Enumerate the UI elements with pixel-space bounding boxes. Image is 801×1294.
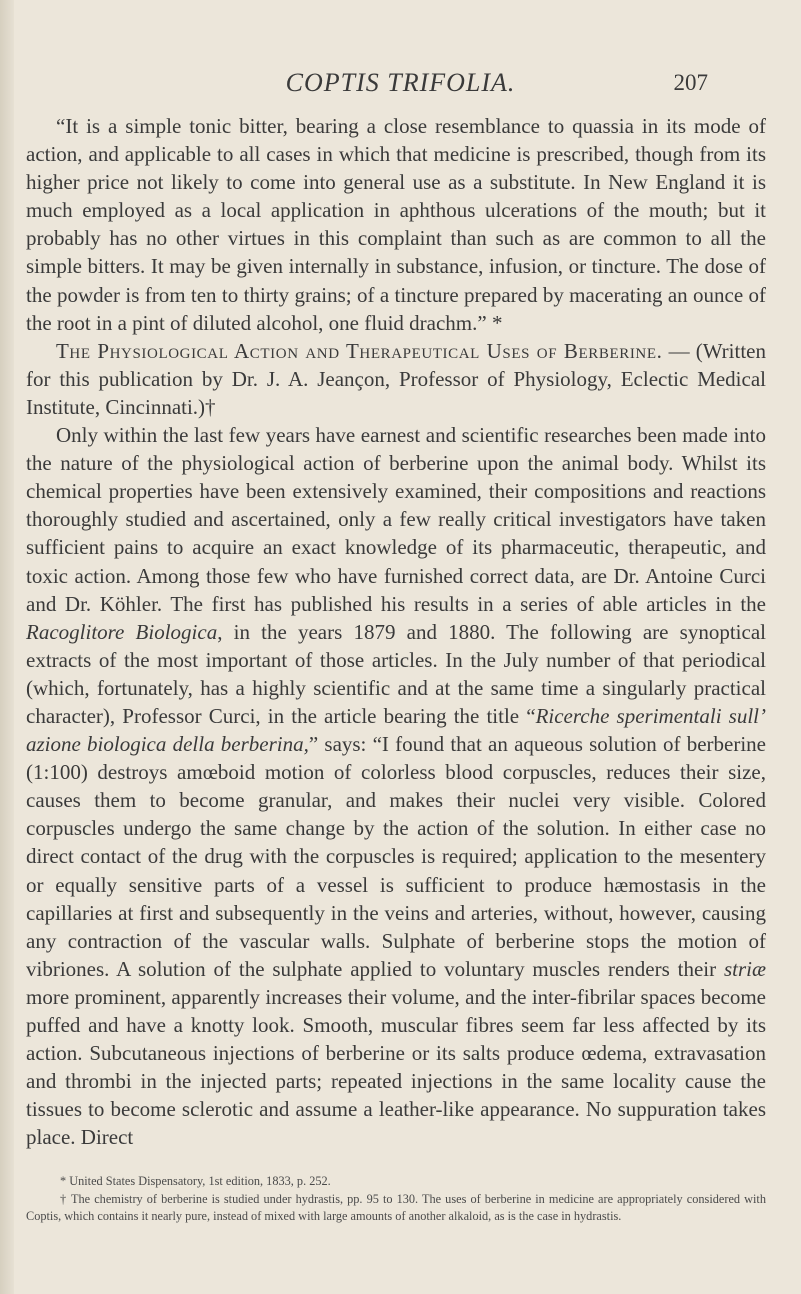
text-run: ” says: “I found that an aqueous solution of berberine (1:100) destroys amœboid motion of colorless blood corpuscles, reduces their size, causes them to become granular, and makes their nuclei very visible. Colored corpuscles undergo the same change by the action of the solution. In either case no direct contact of the drug with the corpuscles is required; application to the mesentery or equally sensitive parts of a vessel is sufficient to produce hæmostasis in the capillaries at first and subsequently in the veins and arteries, without, however, causing any contraction of the vascular walls. Sulphate of berberine stops the motion of vibriones. A solution of the sulphate applied to voluntary muscles renders their <box>26 732 766 981</box>
text-run: Only within the last few years have earnest and scientific researches been made into the nature of the physiological action of berberine upon the animal body. Whilst its chemical properties have been extensively examined, their compositions and reactions thoroughly studied and ascertained, only a few really critical investigators have taken sufficient pains to acquire an exact knowledge of its pharmaceutic, therapeutic, and toxic action. Among those few who have furnished correct data, are Dr. Antoine Curci and Dr. Köhler. The first has published his results in a series of able articles in the <box>26 423 766 616</box>
footnote-2: † The chemistry of berberine is studied under hydrastis, pp. 95 to 130. The uses of berberine in medicine are appropriately considered with Coptis, which contains it nearly pure, instead of mixed with large amounts of another alkaloid, as is the case in hydrastis. <box>26 1191 766 1223</box>
page-edge-shadow <box>0 0 14 1294</box>
section-title: The Physiological Action and Therapeutical Uses of Berberine. <box>56 338 663 363</box>
italic-term: striæ <box>723 956 766 981</box>
text-run: , in the years 1879 and 1880. The following are synoptical extracts of the most important of those articles. In the July number of that periodical (which, fortunately, has a highly scientific and at the same time a singularly practical character), Professor Curci, in the article bearing the title “ <box>26 619 766 728</box>
paragraph-quote: “It is a simple tonic bitter, bearing a close resemblance to quassia in its mode of action, and applicable to all cases in which that medicine is prescribed, though from its higher price not likely to come into general use as a substitute. In New England it is much employed as a local application in aphthous ulcerations of the mouth; but it probably has no other virtues in this complaint than such as are common to all the simple bitters. It may be given internally in substance, infusion, or tincture. The dose of the powder is from ten to thirty grains; of a tincture prepared by macerating an ounce of the root in a pint of diluted alcohol, one fluid drachm.” * <box>26 114 766 335</box>
body-text <box>26 112 766 1151</box>
page-number: 207 <box>673 70 708 95</box>
section-note: (Written for this publication by Dr. J. A. Jeançon, Professor of Physiology, Eclectic Medical Institute, Cincinnati.)† <box>26 338 766 419</box>
section-heading <box>26 337 766 421</box>
footnotes <box>26 1173 766 1226</box>
paragraph-berberine <box>26 421 766 1151</box>
text-run: more prominent, apparently increases their volume, and the inter-fibrilar spaces become puffed and have a knotty look. Smooth, muscular fibres seem far less affected by its action. Subcutaneous injections of berberine or its salts produce œdema, extravasation and thrombi in the injected parts; repeated injections in the same locality cause the tissues to become sclerotic and assume a leather-like appearance. No suppuration takes place. Direct <box>26 984 766 1150</box>
section-dash: — <box>662 338 696 363</box>
article-title: Ricerche sperimentali sull’ azione biologica della berberina, <box>26 703 766 757</box>
journal-title: Racoglitore Biologica <box>26 619 218 644</box>
footnote-1: * United States Dispensatory, 1st edition, 1833, p. 252. <box>60 1174 331 1188</box>
running-head-title: COPTIS TRIFOLIA. <box>285 68 516 97</box>
running-head <box>0 68 801 104</box>
